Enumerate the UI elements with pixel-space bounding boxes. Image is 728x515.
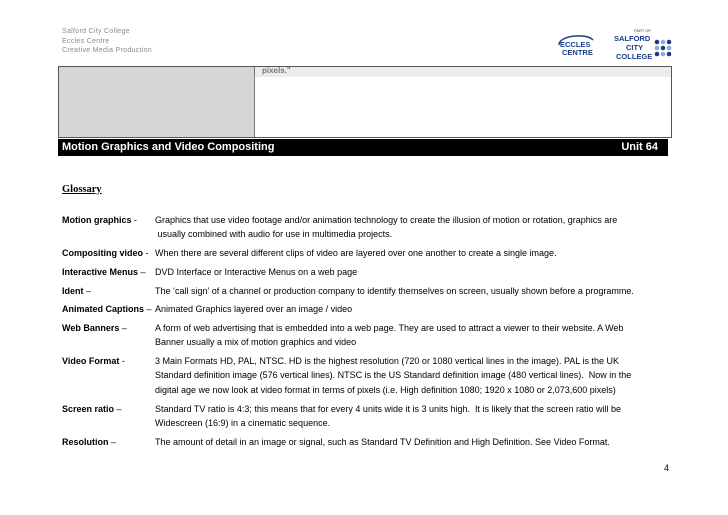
page-number: 4: [664, 463, 670, 473]
glossary-entry: [62, 246, 672, 260]
glossary-term: [62, 302, 152, 316]
eccles-logo-line1: ECCLES: [560, 40, 591, 49]
glossary-definition-line: Widescreen (16:9) in a cinematic sequence.: [155, 417, 331, 428]
salford-city-college-logo: [612, 26, 674, 62]
salford-logo-line1: SALFORD: [614, 34, 651, 43]
glossary-term-text: Resolution: [62, 436, 109, 447]
eccles-centre-logo: [557, 32, 595, 58]
glossary-term: [62, 213, 137, 227]
header-table: [58, 66, 672, 138]
glossary-entry: [62, 321, 672, 350]
glossary-term-text: Screen ratio: [62, 403, 115, 414]
glossary-entry: [62, 302, 672, 316]
glossary-definition: [155, 246, 672, 260]
glossary-term-separator: –: [119, 322, 127, 333]
glossary-definition-line: Animated Graphics layered over an image / video: [155, 304, 353, 315]
glossary-definition: [155, 402, 672, 431]
title-bar: [58, 139, 668, 156]
glossary-term-separator: –: [138, 266, 146, 277]
glossary-definition-line: The amount of detail in an image or signal, such as Standard TV Definition and High Definition. See Video Format.: [155, 436, 610, 447]
glossary-definition-line: DVD Interface or Interactive Menus on a web page: [155, 266, 358, 277]
glossary-term-separator: –: [108, 436, 117, 447]
glossary-entry: [62, 402, 672, 431]
salford-logo-line2: CITY: [626, 43, 644, 52]
header-line-department: Creative Media Production: [62, 47, 152, 54]
glossary-entry: [62, 354, 672, 397]
glossary-definition: [155, 284, 672, 298]
glossary-definition: [155, 265, 672, 279]
glossary-term-separator: –: [83, 285, 92, 296]
glossary-term-separator: -: [143, 248, 149, 259]
glossary-term: [62, 435, 116, 449]
glossary-term: [62, 265, 146, 279]
glossary-entry: [62, 435, 672, 449]
glossary-definition-line: The ‘call sign’ of a channel or production company to identify themselves on screen, usually shown before a programme.: [155, 285, 634, 296]
glossary-term-text: Compositing video: [62, 248, 143, 259]
glossary-definition: [155, 321, 672, 350]
glossary-term: [62, 321, 127, 335]
salford-logo-top: PART OF: [634, 28, 651, 33]
glossary-definition-line: Graphics that use video footage and/or animation technology to create the illusion of motion or rotation, graphics are: [155, 215, 618, 225]
glossary-definition: [155, 213, 672, 242]
glossary-definition-line: When there are several different clips of video are layered over one another to create a single image.: [155, 248, 557, 259]
glossary-definition-line: digital age we now look at video format in terms of pixels (i.e. High definition 1080; 1920 x 1080 or 2,073,600 pixels): [155, 384, 616, 395]
glossary-term-text: Ident: [62, 285, 84, 296]
header-text: [62, 27, 152, 56]
glossary-heading: Glossary: [62, 184, 102, 195]
glossary-definition-line: A form of web advertising that is embedded into a web page. They are used to attract a viewer to their website. A Web: [155, 322, 624, 333]
glossary-definition-line: Standard TV ratio is 4:3; this means that for every 4 units wide it is 3 units high. It is likely that the screen ratio will be: [155, 403, 622, 414]
glossary-definition-line: Standard definition image (576 vertical lines). NTSC is the US Standard definition image (480 vertical lines). Now in the: [155, 370, 632, 381]
header-line-centre: Eccles Centre: [62, 37, 110, 45]
unit-number: Unit 64: [621, 141, 658, 153]
course-title: Motion Graphics and Video Compositing: [62, 141, 275, 153]
glossary-term-text: Interactive Menus: [62, 266, 139, 277]
glossary-entry: [62, 284, 672, 298]
glossary-definition: [155, 354, 672, 397]
glossary-term-text: Animated Captions: [62, 304, 145, 315]
glossary-entry: [62, 213, 672, 242]
header-table-gray-cell: [59, 67, 255, 137]
glossary-definition: [155, 435, 672, 449]
glossary-definition-line: 3 Main Formats HD, PAL, NTSC. HD is the highest resolution (720 or 1080 vertical lines in the image). PAL is the UK: [155, 356, 620, 367]
glossary-definition-line: Banner usually a mix of motion graphics and video: [155, 337, 357, 348]
logo-dots: [655, 40, 672, 57]
glossary-definition-line: usually combined with audio for use in multimedia projects.: [155, 229, 393, 240]
glossary-term-text: Motion graphics: [62, 215, 132, 225]
header-table-strip: [255, 67, 671, 77]
glossary-term: [62, 354, 125, 368]
header-table-right-cell: [255, 67, 671, 137]
glossary-term-separator: -: [131, 215, 137, 225]
header-line-college: Salford City College: [62, 28, 130, 35]
glossary-list: [62, 213, 672, 453]
glossary-term: [62, 246, 149, 260]
glossary-term-separator: -: [119, 356, 125, 367]
glossary-term-separator: –: [144, 304, 152, 315]
glossary-term-text: Video Format: [62, 356, 120, 367]
glossary-term-text: Web Banners: [62, 322, 120, 333]
glossary-term-separator: –: [114, 403, 122, 414]
glossary-term: [62, 284, 91, 298]
salford-logo-line3: COLLEGE: [616, 52, 653, 61]
glossary-definition: [155, 302, 672, 316]
eccles-logo-line2: CENTRE: [562, 48, 593, 57]
header-table-snippet: pixels.": [262, 66, 291, 75]
glossary-entry: [62, 265, 672, 279]
glossary-term: [62, 402, 122, 416]
